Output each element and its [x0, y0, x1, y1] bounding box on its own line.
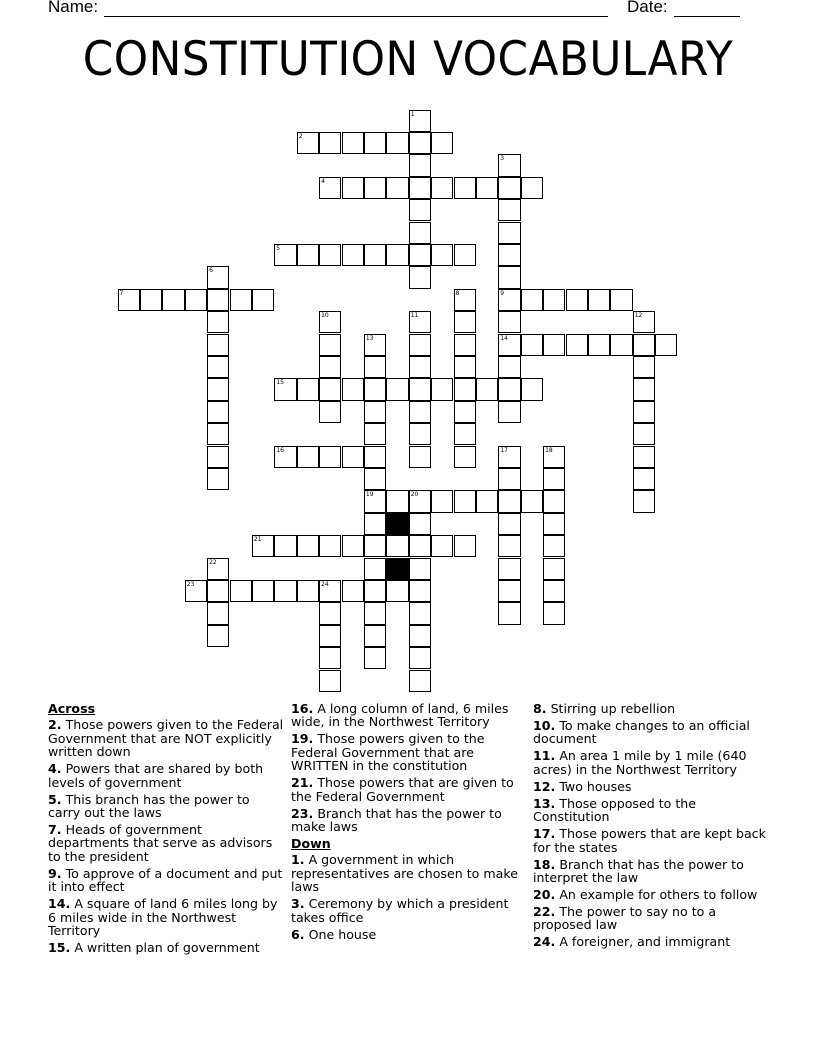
grid-cell[interactable]	[274, 244, 296, 266]
cell-number: 20	[410, 491, 419, 499]
grid-cell[interactable]	[498, 199, 520, 221]
grid-cell[interactable]	[274, 378, 296, 400]
grid-cell[interactable]	[207, 423, 229, 445]
clue-number: 14.	[48, 896, 71, 912]
across-clue	[48, 897, 284, 937]
clue-number: 3.	[291, 896, 305, 912]
grid-cell[interactable]	[364, 401, 386, 423]
grid-cell[interactable]	[342, 132, 364, 154]
down-clue	[533, 905, 769, 932]
grid-cell[interactable]	[454, 244, 476, 266]
grid-cell[interactable]	[431, 535, 453, 557]
cell-number: 2	[298, 132, 303, 140]
grid-cell[interactable]	[364, 244, 386, 266]
clue-text: To approve of a document and put it into effect	[48, 865, 283, 895]
across-clue	[48, 941, 284, 954]
grid-cell[interactable]	[319, 244, 341, 266]
grid-cell[interactable]	[498, 580, 520, 602]
down-clue	[533, 780, 769, 793]
grid-cell[interactable]	[297, 446, 319, 468]
grid-cell[interactable]	[319, 401, 341, 423]
cell-number: 17	[500, 446, 508, 454]
clue-number: 13.	[533, 795, 556, 811]
grid-cell[interactable]	[319, 535, 341, 557]
clue-number: 22.	[533, 904, 556, 920]
grid-cell[interactable]	[319, 311, 341, 333]
clue-number: 1.	[291, 852, 305, 868]
clue-number: 5.	[48, 791, 62, 807]
across-clues-part-2	[291, 702, 527, 833]
grid-cell[interactable]	[386, 177, 408, 199]
down-clue	[533, 888, 769, 901]
grid-cell[interactable]	[431, 244, 453, 266]
grid-cell[interactable]	[476, 490, 498, 512]
cell-number: 4	[321, 177, 325, 185]
grid-cell[interactable]	[252, 535, 274, 557]
grid-cell[interactable]	[409, 199, 431, 221]
grid-cell[interactable]	[454, 356, 476, 378]
grid-cell[interactable]	[431, 378, 453, 400]
clue-text: Those powers given to the Federal Government that are NOT explicitly written down	[48, 717, 284, 760]
across-clue	[48, 718, 284, 758]
down-clue	[533, 827, 769, 854]
down-clue	[291, 928, 527, 941]
page-title: CONSTITUTION VOCABULARY	[82, 32, 734, 87]
grid-cell[interactable]	[498, 154, 520, 176]
grid-cell[interactable]	[454, 535, 476, 557]
grid-cell[interactable]	[543, 580, 565, 602]
across-clue	[48, 762, 284, 789]
date-label: Date:	[627, 0, 668, 16]
down-clues-part-2	[533, 702, 769, 949]
grid-cell[interactable]	[409, 110, 431, 132]
grid-cell[interactable]	[498, 244, 520, 266]
across-clues-part-1	[48, 718, 284, 954]
cell-number: 6	[209, 267, 213, 275]
clue-number: 4.	[48, 761, 62, 777]
cell-number: 15	[276, 379, 284, 387]
grid-cell[interactable]	[364, 446, 386, 468]
cell-number: 5	[276, 244, 281, 252]
grid-cell[interactable]	[319, 647, 341, 669]
grid-cell[interactable]	[566, 334, 588, 356]
down-clue	[291, 897, 527, 924]
grid-cell[interactable]	[207, 625, 229, 647]
grid-cell[interactable]	[521, 334, 543, 356]
clue-number: 6.	[291, 926, 305, 942]
clue-number: 20.	[533, 887, 556, 903]
grid-cell[interactable]	[454, 446, 476, 468]
cell-number: 14	[500, 334, 508, 342]
down-clue	[533, 858, 769, 885]
cell-number: 18	[545, 446, 553, 454]
grid-cell[interactable]	[476, 177, 498, 199]
grid-cell[interactable]	[319, 580, 341, 602]
grid-cell[interactable]	[274, 580, 296, 602]
cell-number: 1	[410, 110, 415, 118]
clue-text: Two houses	[555, 778, 632, 794]
grid-cell[interactable]	[140, 289, 162, 311]
cell-number: 16	[276, 446, 284, 454]
grid-cell[interactable]	[498, 177, 520, 199]
grid-cell[interactable]	[364, 356, 386, 378]
grid-cell[interactable]	[454, 289, 476, 311]
cell-number: 24	[321, 580, 329, 588]
grid-cell[interactable]	[543, 558, 565, 580]
grid-cell[interactable]	[454, 334, 476, 356]
clue-text: Those powers that are given to the Federal Government	[291, 775, 514, 804]
grid-cell[interactable]	[498, 311, 520, 333]
grid-cell[interactable]	[543, 490, 565, 512]
grid-cell[interactable]	[319, 446, 341, 468]
grid-cell[interactable]	[342, 580, 364, 602]
down-clue	[533, 797, 769, 824]
grid-cell[interactable]	[409, 647, 431, 669]
grid-cell[interactable]	[454, 490, 476, 512]
grid-cell[interactable]	[498, 468, 520, 490]
clue-text: Branch that has the power to interpret the law	[533, 856, 744, 886]
grid-cell[interactable]	[498, 558, 520, 580]
grid-cell[interactable]	[274, 446, 296, 468]
grid-cell[interactable]	[498, 334, 520, 356]
grid-cell[interactable]	[185, 580, 207, 602]
grid-cell[interactable]	[633, 378, 655, 400]
cell-number: 12	[634, 312, 643, 320]
clue-number: 21.	[291, 775, 314, 791]
clue-number: 12.	[533, 778, 556, 794]
clue-number: 2.	[48, 717, 62, 733]
grid-cell[interactable]	[386, 132, 408, 154]
grid-cell[interactable]	[543, 468, 565, 490]
grid-cell[interactable]	[409, 356, 431, 378]
grid-cell[interactable]	[498, 490, 520, 512]
grid-cell[interactable]	[364, 334, 386, 356]
grid-cell[interactable]	[364, 132, 386, 154]
grid-cell[interactable]	[364, 625, 386, 647]
grid-cell[interactable]	[274, 535, 296, 557]
grid-cell[interactable]	[162, 289, 184, 311]
grid-cell[interactable]	[207, 558, 229, 580]
down-clue	[533, 749, 769, 776]
across-clue	[48, 793, 284, 820]
grid-cell[interactable]	[364, 558, 386, 580]
clue-number: 24.	[533, 934, 556, 950]
grid-cell[interactable]	[207, 378, 229, 400]
clue-number: 23.	[291, 805, 314, 821]
cell-number: 23	[186, 580, 195, 588]
grid-cell[interactable]	[454, 378, 476, 400]
clue-number: 11.	[533, 748, 556, 764]
clue-text: A long column of land, 6 miles wide, in the Northwest Territory	[291, 701, 509, 730]
grid-cell[interactable]	[633, 490, 655, 512]
grid-cell[interactable]	[521, 177, 543, 199]
grid-cell[interactable]	[633, 468, 655, 490]
grid-cell[interactable]	[633, 423, 655, 445]
grid-cell[interactable]	[409, 558, 431, 580]
grid-cell[interactable]	[610, 334, 632, 356]
grid-cell[interactable]	[409, 378, 431, 400]
clue-text: A government in which representatives are chosen to make laws	[291, 852, 518, 895]
grid-cell[interactable]	[342, 535, 364, 557]
cell-number: 19	[365, 491, 374, 499]
clue-number: 15.	[48, 940, 71, 956]
grid-cell[interactable]	[521, 490, 543, 512]
cell-number: 13	[365, 334, 374, 342]
cell-number: 9	[500, 289, 505, 297]
grid-cell[interactable]	[252, 580, 274, 602]
across-clue	[291, 702, 527, 729]
grid-cell[interactable]	[543, 535, 565, 557]
blocked-cell	[386, 513, 408, 535]
down-clue	[291, 853, 527, 893]
grid-cell[interactable]	[319, 177, 341, 199]
grid-cell[interactable]	[498, 535, 520, 557]
grid-cell[interactable]	[566, 289, 588, 311]
grid-cell[interactable]	[185, 289, 207, 311]
clue-text: Powers that are shared by both levels of government	[48, 761, 264, 790]
grid-cell[interactable]	[409, 154, 431, 176]
grid-cell[interactable]	[409, 490, 431, 512]
clue-text: Those powers given to the Federal Government that are WRITTEN in the constitution	[291, 731, 485, 774]
name-label: Name:	[48, 0, 99, 16]
across-clue	[48, 867, 284, 894]
grid-cell[interactable]	[319, 132, 341, 154]
grid-cell[interactable]	[319, 625, 341, 647]
grid-cell[interactable]	[342, 177, 364, 199]
clue-text: Those opposed to the Constitution	[533, 795, 697, 825]
grid-cell[interactable]	[319, 378, 341, 400]
grid-cell[interactable]	[409, 177, 431, 199]
cell-number: 3	[500, 155, 505, 163]
clues-column-2	[291, 702, 527, 945]
grid-cell[interactable]	[498, 446, 520, 468]
grid-cell[interactable]	[498, 602, 520, 624]
grid-cell[interactable]	[364, 535, 386, 557]
grid-cell[interactable]	[297, 378, 319, 400]
grid-cell[interactable]	[319, 356, 341, 378]
across-heading: Across	[48, 701, 96, 716]
grid-cell[interactable]	[207, 468, 229, 490]
cell-number: 11	[410, 312, 419, 320]
clues-column-3	[533, 702, 769, 952]
grid-cell[interactable]	[364, 580, 386, 602]
grid-cell[interactable]	[364, 513, 386, 535]
blocked-cell	[386, 558, 408, 580]
clue-text: Stirring up rebellion	[546, 701, 676, 716]
across-clue	[291, 807, 527, 834]
grid-cell[interactable]	[431, 132, 453, 154]
clue-text: The power to say no to a proposed law	[533, 904, 717, 933]
grid-cell[interactable]	[230, 580, 252, 602]
clue-text: Ceremony by which a president takes office	[291, 896, 509, 925]
grid-cell[interactable]	[521, 289, 543, 311]
down-clue	[533, 719, 769, 746]
grid-cell[interactable]	[633, 356, 655, 378]
clue-text: One house	[304, 926, 377, 942]
grid-cell[interactable]	[364, 602, 386, 624]
clue-number: 8.	[533, 701, 547, 716]
grid-cell[interactable]	[633, 311, 655, 333]
grid-cell[interactable]	[633, 446, 655, 468]
grid-cell[interactable]	[364, 177, 386, 199]
across-clue	[291, 732, 527, 772]
grid-cell[interactable]	[498, 356, 520, 378]
grid-cell[interactable]	[543, 334, 565, 356]
grid-cell[interactable]	[207, 311, 229, 333]
grid-cell[interactable]	[342, 378, 364, 400]
clue-text: A foreigner, and immigrant	[555, 934, 731, 950]
grid-cell[interactable]	[207, 266, 229, 288]
grid-cell[interactable]	[207, 334, 229, 356]
grid-cell[interactable]	[230, 289, 252, 311]
grid-cell[interactable]	[521, 378, 543, 400]
across-clue	[48, 823, 284, 863]
grid-cell[interactable]	[207, 401, 229, 423]
clue-text: A written plan of government	[70, 940, 260, 956]
grid-cell[interactable]	[364, 647, 386, 669]
clue-number: 19.	[291, 731, 314, 747]
grid-cell[interactable]	[610, 289, 632, 311]
grid-cell[interactable]	[297, 535, 319, 557]
clue-text: To make changes to an official document	[533, 718, 750, 747]
grid-cell[interactable]	[588, 334, 610, 356]
grid-cell[interactable]	[498, 378, 520, 400]
down-heading: Down	[291, 836, 331, 852]
grid-cell[interactable]	[543, 446, 565, 468]
clue-number: 9.	[48, 865, 62, 881]
grid-cell[interactable]	[386, 378, 408, 400]
grid-cell[interactable]	[409, 266, 431, 288]
clue-number: 7.	[48, 822, 62, 838]
cell-number: 8	[455, 289, 460, 297]
grid-cell[interactable]	[207, 602, 229, 624]
cell-number: 10	[321, 312, 329, 320]
grid-cell[interactable]	[633, 334, 655, 356]
grid-cell[interactable]	[386, 490, 408, 512]
grid-cell[interactable]	[409, 670, 431, 692]
grid-cell[interactable]	[319, 602, 341, 624]
clue-number: 17.	[533, 826, 556, 842]
grid-cell[interactable]	[207, 356, 229, 378]
clue-text: A square of land 6 miles long by 6 miles wide in the Northwest Territory	[48, 896, 278, 939]
grid-cell[interactable]	[409, 535, 431, 557]
clue-number: 10.	[533, 718, 556, 733]
clue-text: Branch that has the power to make laws	[291, 805, 502, 835]
cell-number: 21	[253, 536, 262, 544]
grid-cell[interactable]	[207, 580, 229, 602]
grid-cell[interactable]	[409, 423, 431, 445]
grid-cell[interactable]	[454, 177, 476, 199]
grid-cell[interactable]	[297, 244, 319, 266]
grid-cell[interactable]	[386, 535, 408, 557]
grid-cell[interactable]	[431, 177, 453, 199]
grid-cell[interactable]	[498, 401, 520, 423]
grid-cell[interactable]	[409, 222, 431, 244]
down-clues-part-1	[291, 853, 527, 941]
clue-text: Those powers that are kept back for the states	[533, 826, 766, 855]
clue-text: An area 1 mile by 1 mile (640 acres) in the Northwest Territory	[533, 748, 747, 777]
grid-cell[interactable]	[409, 513, 431, 535]
grid-cell[interactable]	[386, 244, 408, 266]
grid-cell[interactable]	[409, 580, 431, 602]
grid-cell[interactable]	[409, 446, 431, 468]
clue-number: 16.	[291, 701, 314, 716]
grid-cell[interactable]	[409, 132, 431, 154]
grid-cell[interactable]	[364, 468, 386, 490]
cell-number: 22	[209, 558, 217, 566]
grid-cell[interactable]	[386, 580, 408, 602]
grid-cell[interactable]	[207, 446, 229, 468]
grid-cell[interactable]	[319, 334, 341, 356]
grid-cell[interactable]	[409, 401, 431, 423]
grid-cell[interactable]	[409, 602, 431, 624]
cell-number: 7	[119, 289, 124, 297]
grid-cell[interactable]	[454, 423, 476, 445]
grid-cell[interactable]	[498, 513, 520, 535]
down-clue	[533, 702, 769, 715]
grid-cell[interactable]	[342, 446, 364, 468]
down-clue	[533, 935, 769, 948]
clue-text: Heads of government departments that serve as advisors to the president	[48, 822, 273, 864]
grid-cell[interactable]	[364, 423, 386, 445]
grid-cell[interactable]	[207, 289, 229, 311]
grid-cell[interactable]	[409, 625, 431, 647]
grid-cell[interactable]	[297, 580, 319, 602]
clue-text: This branch has the power to carry out the laws	[48, 791, 250, 821]
grid-cell[interactable]	[498, 266, 520, 288]
clues-column-1	[48, 702, 284, 958]
grid-cell[interactable]	[633, 401, 655, 423]
grid-cell[interactable]	[498, 289, 520, 311]
grid-cell[interactable]	[655, 334, 677, 356]
grid-cell[interactable]	[454, 311, 476, 333]
grid-cell[interactable]	[364, 378, 386, 400]
clue-text: An example for others to follow	[555, 887, 758, 903]
grid-cell[interactable]	[342, 244, 364, 266]
grid-cell[interactable]	[543, 289, 565, 311]
grid-cell[interactable]	[297, 132, 319, 154]
grid-cell[interactable]	[543, 513, 565, 535]
across-clue	[291, 776, 527, 803]
grid-cell[interactable]	[319, 670, 341, 692]
grid-cell[interactable]	[588, 289, 610, 311]
grid-cell[interactable]	[409, 334, 431, 356]
grid-cell[interactable]	[431, 490, 453, 512]
grid-cell[interactable]	[364, 490, 386, 512]
grid-cell[interactable]	[543, 602, 565, 624]
grid-cell[interactable]	[476, 378, 498, 400]
grid-cell[interactable]	[252, 289, 274, 311]
clue-number: 18.	[533, 856, 556, 872]
grid-cell[interactable]	[454, 401, 476, 423]
grid-cell[interactable]	[118, 289, 140, 311]
grid-cell[interactable]	[498, 222, 520, 244]
grid-cell[interactable]	[409, 244, 431, 266]
grid-cell[interactable]	[409, 311, 431, 333]
